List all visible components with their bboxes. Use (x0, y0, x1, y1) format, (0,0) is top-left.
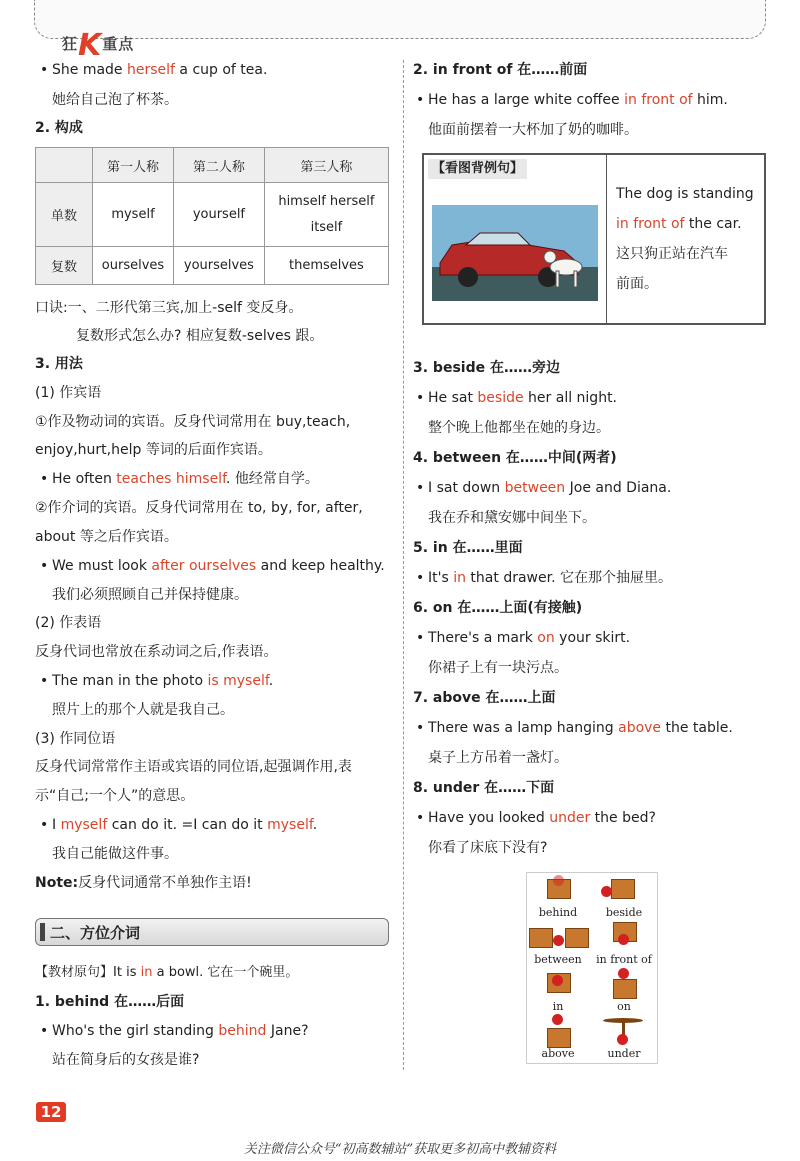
grid-beside: beside (593, 873, 655, 919)
subheading: (3) 作同位语 (35, 731, 116, 747)
example-translation: 照片上的那个人就是我自己。 (52, 702, 234, 718)
example-translation: 我在乔和黛安娜中间坐下。 (428, 510, 596, 526)
picture-caption: 前面。 (616, 276, 658, 292)
grid-on: on (593, 967, 655, 1013)
subheading: (1) 作宾语 (35, 385, 102, 401)
heading-structure: 2. 构成 (35, 120, 83, 136)
preposition-heading: 6. on 在……上面(有接触) (413, 600, 583, 616)
rhyme-line: 口诀:一、二形代第三宾,加上-self 变反身。 (35, 300, 303, 316)
picture-caption: 这只狗正站在汽车 (616, 246, 728, 262)
body-text: 反身代词也常放在系动词之后,作表语。 (35, 644, 278, 660)
preposition-heading: 8. under 在……下面 (413, 780, 555, 796)
reflexive-pronoun-table: 第一人称 第二人称 第三人称 单数 myself yourself himself herself itself 复数 ourselves yourselves themselves (35, 147, 389, 285)
column-divider (403, 60, 404, 1070)
example-translation: 你裙子上有一块污点。 (428, 660, 568, 676)
preposition-heading: 3. beside 在……旁边 (413, 360, 560, 376)
grid-under: under (593, 1014, 655, 1060)
body-text: 反身代词常常作主语或宾语的同位语,起强调作用,表 (35, 759, 352, 775)
preposition-picture-grid (526, 872, 658, 1064)
example-sentence: • He sat beside her all night. (428, 388, 617, 408)
example-translation: 桌子上方吊着一盏灯。 (428, 750, 568, 766)
body-text: ②作介词的宾语。反身代词常用在 to, by, for, after, (35, 500, 363, 516)
example-translation: 我们必须照顾自己并保持健康。 (52, 587, 248, 603)
example-sentence: • We must look after ourselves and keep healthy. (52, 556, 385, 576)
grid-in-front-of: in front of (593, 920, 655, 966)
grid-between: between (527, 920, 589, 966)
textbook-sentence: 【教材原句】It is in a bowl. 它在一个碗里。 (35, 965, 299, 980)
example-sentence: • I myself can do it. =I can do it myself. (52, 815, 317, 835)
body-text: enjoy,hurt,help 等词的后面作宾语。 (35, 442, 272, 458)
picture-caption: in front of the car. (616, 216, 742, 232)
example-sentence: • There was a lamp hanging above the table. (428, 718, 733, 738)
note: Note:反身代词通常不单独作主语! (35, 875, 252, 891)
header-bar (34, 0, 766, 39)
example-translation: 她给自己泡了杯茶。 (52, 92, 178, 108)
preposition-heading: 1. behind 在……后面 (35, 994, 185, 1010)
example-sentence: • Who's the girl standing behind Jane? (52, 1021, 309, 1041)
picture-caption: The dog is standing (616, 186, 754, 202)
preposition-heading: 2. in front of 在……前面 (413, 62, 588, 78)
picture-tag: 【看图背例句】 (428, 159, 527, 179)
heading-usage: 3. 用法 (35, 356, 83, 372)
page-number: 12 (36, 1102, 66, 1122)
example-translation: 我自己能做这件事。 (52, 846, 178, 862)
grid-behind: behind (527, 873, 589, 919)
grid-in: in (527, 967, 589, 1013)
example-sentence: • He has a large white coffee in front of him. (428, 90, 728, 110)
preposition-heading: 5. in 在……里面 (413, 540, 523, 556)
example-sentence: • I sat down between Joe and Diana. (428, 478, 671, 498)
example-sentence: • It's in that drawer. 它在那个抽屉里。 (428, 568, 672, 588)
body-text: 示“自己;一个人”的意思。 (35, 788, 195, 804)
car-and-dog-illustration (432, 205, 598, 301)
body-text: ①作及物动词的宾语。反身代词常用在 buy,teach, (35, 414, 351, 430)
section-heading: 二、方位介词 (35, 918, 389, 946)
example-translation: 站在简身后的女孩是谁? (52, 1052, 200, 1068)
example-translation: 整个晚上他都坐在她的身边。 (428, 420, 610, 436)
example-sentence: • There's a mark on your skirt. (428, 628, 630, 648)
example-sentence: • The man in the photo is myself. (52, 671, 273, 691)
example-translation: 他面前摆着一大杯加了奶的咖啡。 (428, 122, 638, 138)
preposition-heading: 4. between 在……中间(两者) (413, 450, 617, 466)
example-sentence: • He often teaches himself. 他经常自学。 (52, 469, 319, 489)
body-text: about 等之后作宾语。 (35, 529, 178, 545)
picture-example-box (422, 153, 766, 325)
example-sentence: • Have you looked under the bed? (428, 808, 656, 828)
example-translation: 你看了床底下没有? (428, 840, 548, 856)
grid-above: above (527, 1014, 589, 1060)
preposition-heading: 7. above 在……上面 (413, 690, 556, 706)
rhyme-line: 复数形式怎么办? 相应复数-selves 跟。 (76, 328, 324, 344)
footer-note: 关注微信公众号“初高数辅站”获取更多初高中教辅资料 (243, 1142, 557, 1157)
subheading: (2) 作表语 (35, 615, 102, 631)
example-sentence: • She made herself a cup of tea. (52, 60, 267, 80)
logo: 狂K重点 (62, 28, 135, 63)
